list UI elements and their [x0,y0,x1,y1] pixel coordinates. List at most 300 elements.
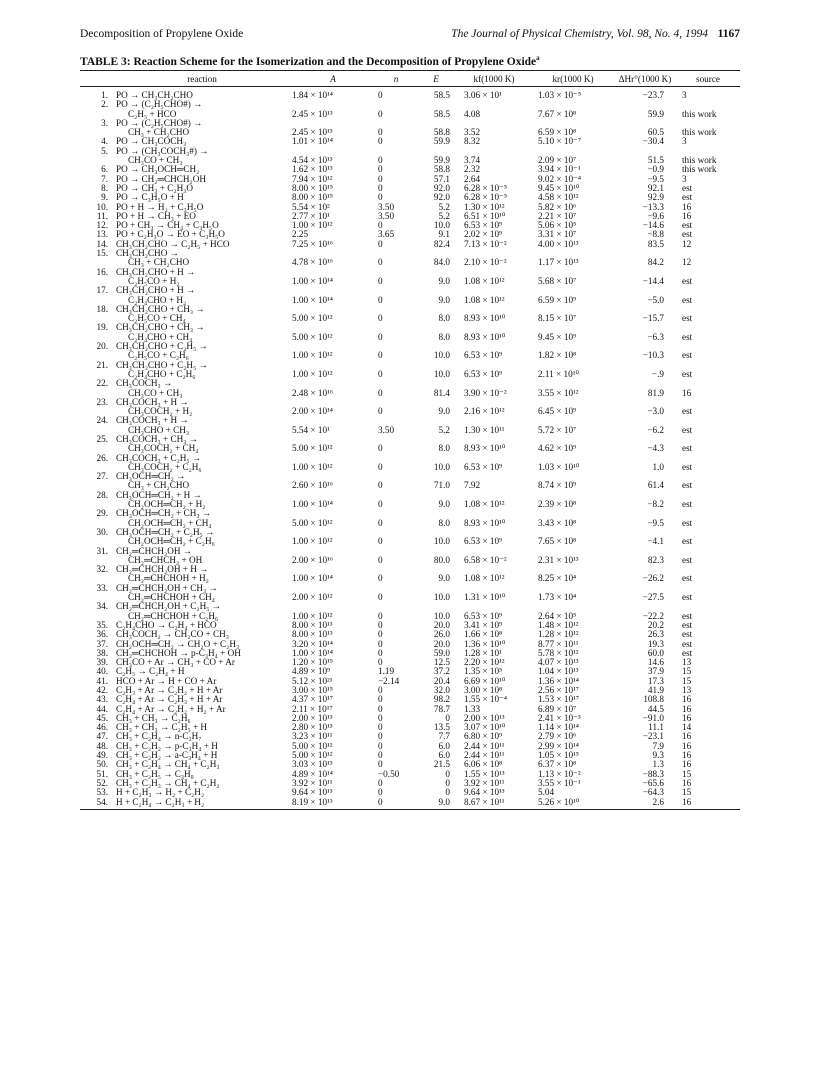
rate-source: 16 [682,750,692,761]
rate-source: est [682,350,693,361]
reverse-rate-kr: 3.55 × 10¹² [538,387,579,398]
col-kf: kf(1000 K) [456,71,532,87]
activation-energy-E: 9.0 [438,406,450,417]
forward-rate-kf: 8.93 × 10¹⁰ [464,313,506,324]
rate-source: 16 [682,703,692,714]
reaction-line: PO → CH₃COCH₃ [116,136,187,147]
forward-rate-kf: 6.53 × 10⁹ [464,536,503,547]
reaction-enthalpy: 59.9 [647,108,664,119]
reaction-number: 12. [96,220,108,231]
forward-rate-kf: 2.16 × 10¹² [464,406,505,417]
reverse-rate-kr: 9.45 × 10¹⁰ [538,182,580,193]
forward-rate-kf: 1.08 × 10¹² [464,275,505,286]
activation-energy-E: 10.0 [433,610,450,621]
reaction-number: 47. [96,731,108,742]
reverse-rate-kr: 2.31 × 10¹³ [538,554,579,565]
reaction-line: CH₃COCH₃ + H → [116,415,189,426]
temperature-exponent-n: 0 [378,554,383,565]
reaction-number: 15. [96,248,108,259]
reaction-line: C₂H₅ → C₂H₄ + H [116,666,185,677]
reaction-line-continued: C₂H₄CHO + CH₄ [128,331,193,342]
table-label: TABLE 3: [80,55,131,68]
reverse-rate-kr: 2.21 × 10⁷ [538,210,577,221]
col-num [80,71,114,87]
reaction-enthalpy: −3.0 [647,406,664,417]
temperature-exponent-n: −2.14 [378,675,400,686]
reaction-enthalpy: −10.3 [642,350,664,361]
activation-energy-E: 20.0 [433,619,450,630]
reaction-line-continued: CH₂OCH═CH₂ + H₂ [128,499,206,510]
rate-source: est [682,406,693,417]
reaction-number: 28. [96,489,108,500]
rate-source: 15 [682,787,692,798]
rate-source: 3 [682,136,687,147]
forward-rate-kf: 1.08 × 10¹² [464,294,505,305]
reaction-number: 41. [96,675,108,686]
temperature-exponent-n: 0 [378,629,383,640]
rate-source: 12 [682,257,692,268]
reaction-number: 16. [96,266,108,277]
reaction-number: 44. [96,703,108,714]
reaction-line-continued: CH₂═CHCHOH + CH₄ [128,592,216,603]
temperature-exponent-n: 0 [378,220,383,231]
reaction-equation [114,87,290,101]
reaction-table [80,70,740,810]
table-row [80,323,740,342]
reaction-enthalpy: −22.2 [642,610,664,621]
preexponential-A: 3.92 × 10¹¹ [292,777,333,788]
temperature-exponent-n: 0 [378,461,383,472]
reaction-line-continued: C₂H₅ + HCO [128,108,177,119]
rate-source: est [682,461,693,472]
reaction-line-continued: C₂H₅CO + C₂H₆ [128,350,189,361]
page-header [80,28,740,42]
forward-rate-kf: 3.92 × 10¹¹ [464,777,505,788]
activation-energy-E: 8.0 [438,517,450,528]
reaction-number: 39. [96,657,108,668]
reaction-line: CH₃ + C₂H₅ → C₃H₈ [116,768,194,779]
temperature-exponent-n: 0 [378,712,383,723]
forward-rate-kf: 1.30 × 10¹¹ [464,424,505,435]
reaction-enthalpy: −4.1 [647,536,664,547]
preexponential-A: 2.60 × 10¹⁶ [292,480,333,491]
table-row [80,268,740,287]
forward-rate-kf: 2.20 × 10¹² [464,657,505,668]
reaction-equation [114,342,290,361]
reaction-enthalpy: 84.2 [647,257,664,268]
reaction-enthalpy: 2.6 [614,798,676,810]
rate-source: this work [682,164,717,175]
rate-source: 13 [682,657,692,668]
reaction-number: 5. [101,145,108,156]
activation-energy-E: 92.0 [433,192,450,203]
reaction-number: 9. [101,192,108,203]
preexponential-A: 1.00 × 10¹² [292,350,333,361]
preexponential-A: 8.00 × 10¹³ [292,629,333,640]
reaction-enthalpy: −23.1 [642,731,664,742]
reaction-line: CH₂═CHCH₂OH + C₂H₅ → [116,601,221,612]
reaction-equation [114,528,290,547]
reaction-enthalpy: −88.3 [642,768,664,779]
preexponential-A: 3.03 × 10¹³ [292,759,333,770]
reaction-line-continued: CH₂OCH═CH₂ + CH₄ [128,517,212,528]
reaction-line: CH₃COCH₃ + C₂H₅ → [116,452,202,463]
reaction-line: CH₃ + C₂H₄ → n-C₃H₇ [116,731,202,742]
preexponential-A: 1.00 × 10¹² [292,220,333,231]
forward-rate-kf: 6.28 × 10⁻⁵ [464,192,508,203]
reaction-line: PO → CH₃CH₂CHO [116,90,193,100]
preexponential-A: 2.00 × 10¹⁶ [292,554,333,565]
activation-energy-E: 80.0 [433,554,450,565]
table-row [80,240,740,249]
reaction-number: 43. [96,694,108,705]
activation-energy-E: 26.0 [433,629,450,640]
reaction-enthalpy: −65.6 [642,777,664,788]
table-row [80,87,740,101]
reverse-rate-kr: 1.03 × 10¹⁰ [538,461,580,472]
reaction-line-continued: CH₃ + CH₂CHO [128,127,190,138]
reverse-rate-kr: 1.17 × 10¹³ [538,257,579,268]
reaction-line: PO + H → H₂ + C₃H₅O [116,201,204,212]
reaction-enthalpy: 7.9 [652,740,664,751]
forward-rate-kf: 3.41 × 10⁹ [464,619,503,630]
reaction-number: 13. [96,229,108,240]
activation-energy-E: 9.0 [438,275,450,286]
table-row [80,305,740,324]
reverse-rate-kr: 2.09 × 10⁷ [538,155,577,166]
reaction-number: 42. [96,685,108,695]
reverse-rate-kr: 8.74 × 10⁹ [538,480,577,491]
reaction-line-continued: CH₃CO + CH₃ [128,155,183,166]
reverse-rate-kr: 1.28 × 10¹² [538,629,579,640]
temperature-exponent-n: 1.19 [378,666,395,677]
reaction-line: CH₃COCH₂ → CH₂CO + CH₃ [116,629,229,640]
activation-energy-E: 9.0 [438,294,450,305]
forward-rate-kf: 2.00 × 10¹³ [464,712,505,723]
reaction-number: 34. [96,601,108,612]
activation-energy-E: 5.2 [438,201,450,212]
reaction-line-continued: CH₃ + CH₂CHO [128,480,190,491]
activation-energy-E: 5.2 [438,210,450,221]
reaction-line: CH₃CO + Ar → CH₃ + CO + Ar [116,657,235,668]
forward-rate-kf: 1.28 × 10¹ [464,647,502,658]
table-row [80,147,740,166]
reaction-enthalpy: −26.2 [642,573,664,584]
activation-energy-E: 10.0 [433,592,450,603]
activation-energy-E: 8.0 [438,313,450,324]
reaction-line: CH₃ + C₂H₄ → CH₄ + C₂H₃ [116,759,220,770]
running-title: Decomposition of Propylene Oxide [80,28,244,40]
preexponential-A: 5.00 × 10¹² [292,443,333,454]
preexponential-A: 7.94 × 10¹² [292,173,333,184]
rate-source: this work [682,127,717,138]
reaction-number: 27. [96,471,108,482]
rate-source: est [682,638,693,649]
rate-source: 16 [682,387,692,398]
table-header-row [80,71,740,87]
temperature-exponent-n: 0 [378,610,383,621]
reverse-rate-kr: 9.02 × 10⁻⁴ [538,173,582,184]
activation-energy-E: 98.2 [433,694,450,705]
reaction-number: 46. [96,722,108,733]
temperature-exponent-n: 0 [378,647,383,658]
reverse-rate-kr: 5.78 × 10¹² [538,647,579,658]
activation-energy-E: 84.0 [433,257,450,268]
rate-source: this work [682,108,717,119]
preexponential-A: 8.00 × 10¹⁵ [292,182,333,193]
forward-rate-kf: 8.93 × 10¹⁰ [464,517,506,528]
table-row [80,798,740,810]
preexponential-A: 5.00 × 10¹² [292,313,333,324]
temperature-exponent-n: 0 [378,740,383,751]
reaction-line: CH₃OCH═CH₂ → [116,471,186,482]
temperature-exponent-n: 0 [378,275,383,286]
reaction-line: PO → CH₂═CHCH₂OH [116,173,206,184]
reaction-enthalpy: −.9 [651,368,664,379]
table-row [80,547,740,566]
reaction-number: 3. [101,117,108,128]
reverse-rate-kr: 3.43 × 10⁸ [538,517,577,528]
preexponential-A: 2.77 × 10¹ [292,210,330,221]
reaction-line: PO → (C₂H₅CHO#) → [116,99,203,110]
preexponential-A: 9.64 × 10¹³ [292,787,333,798]
activation-energy-E: 81.4 [433,387,450,398]
temperature-exponent-n: 0 [378,192,383,203]
reaction-enthalpy: 11.1 [648,722,664,733]
rate-source: 15 [682,666,692,677]
reaction-line: CH₃CH₂CHO → [116,248,179,259]
reaction-enthalpy: −91.0 [642,712,664,723]
reaction-line: C₂H₃ + Ar → C₂H₂ + H + Ar [116,685,223,695]
reaction-number: 21. [96,359,108,370]
activation-energy-E: 58.8 [433,164,450,175]
forward-rate-kf: 8.67 × 10¹¹ [456,798,532,810]
rate-source: est [682,275,693,286]
preexponential-A: 4.78 × 10¹⁶ [292,257,333,268]
rate-source: 16 [682,731,692,742]
activation-energy-E: 10.0 [433,536,450,547]
reaction-number: 26. [96,452,108,463]
forward-rate-kf: 8.93 × 10¹⁰ [464,331,506,342]
reaction-enthalpy: −64.3 [642,787,664,798]
rate-source: 16 [682,694,692,705]
forward-rate-kf: 3.00 × 10⁸ [464,685,503,695]
reaction-line-continued: CH₃CHO + CH₃ [128,424,190,435]
temperature-exponent-n: 0 [378,694,383,705]
rate-source: est [682,536,693,547]
reaction-number: 29. [96,508,108,519]
forward-rate-kf: 6.69 × 10¹⁰ [464,675,506,686]
reaction-equation [114,454,290,473]
col-E: E [416,71,456,87]
activation-energy-E: 58.8 [433,127,450,138]
forward-rate-kf: 2.44 × 10¹¹ [464,740,505,751]
reaction-enthalpy: −9.5 [647,173,664,184]
reaction-equation [114,268,290,287]
reaction-line: PO + H → CH₃ + EO [116,210,196,221]
reaction-line: CH₂OCH═CH₂ → CH₂O + C₂H₃ [116,638,240,649]
table-row [80,361,740,380]
reaction-enthalpy: 14.6 [647,657,664,668]
forward-rate-kf: 6.80 × 10⁹ [464,731,503,742]
rate-source: 15 [682,768,692,779]
reaction-enthalpy: −8.2 [647,499,664,510]
reaction-enthalpy: 82.3 [647,554,664,565]
reverse-rate-kr: 5.72 × 10⁷ [538,424,577,435]
preexponential-A: 5.00 × 10¹² [292,517,333,528]
page-number: 1167 [717,28,740,40]
forward-rate-kf: 4.08 [464,108,481,119]
temperature-exponent-n: 0 [378,127,383,138]
reaction-line-continued: CH₃COCH₂ + CH₄ [128,443,199,454]
reaction-line: HCO + Ar → H + CO + Ar [116,675,217,686]
table-row [80,435,740,454]
reverse-rate-kr: 5.06 × 10⁵ [538,220,577,231]
reaction-number: 6. [101,164,108,175]
reaction-enthalpy: 60.5 [647,127,664,138]
activation-energy-E: 20.4 [433,675,450,686]
reaction-line: CH₃ + CH₃ → C₂H₅ + H [116,722,208,733]
temperature-exponent-n: 0 [378,238,383,249]
rate-source: 12 [682,238,692,249]
activation-energy-E: 58.5 [433,90,450,100]
reaction-line: CH₂═CHCH₂OH + H → [116,564,209,575]
col-reaction: reaction [114,71,290,87]
reaction-line: C₂H₄ + Ar → C₂H₂ + H₂ + Ar [116,703,226,714]
temperature-exponent-n: 0 [378,387,383,398]
reaction-equation [114,398,290,417]
rate-source: est [682,229,693,240]
reverse-rate-kr: 1.82 × 10⁸ [538,350,577,361]
reaction-number: 19. [96,322,108,333]
preexponential-A: 3.00 × 10¹⁵ [292,685,333,695]
forward-rate-kf: 6.28 × 10⁻⁵ [464,182,508,193]
preexponential-A: 1.84 × 10¹⁴ [292,90,333,100]
rate-source: 3 [682,173,687,184]
col-n: n [376,71,416,87]
reaction-enthalpy: −5.0 [647,294,664,305]
activation-energy-E: 9.1 [438,229,450,240]
activation-energy-E: 5.2 [438,424,450,435]
forward-rate-kf: 3.52 [464,127,481,138]
reaction-line: PO → (C₂H₅CHO#) → [116,117,203,128]
reaction-enthalpy: 41.9 [647,685,664,695]
reverse-rate-kr: 1.03 × 10⁻⁵ [538,90,582,100]
reaction-enthalpy: −23.7 [642,90,664,100]
preexponential-A: 2.48 × 10¹⁶ [292,387,333,398]
activation-energy-E: 8.0 [438,331,450,342]
footnote-mark: a [536,54,540,62]
reaction-number: 10. [96,201,108,212]
reverse-rate-kr: 6.59 × 10⁹ [538,294,577,305]
table-row [80,602,740,621]
reverse-rate-kr: 2.39 × 10⁸ [538,499,577,510]
activation-energy-E: 0 [445,787,450,798]
reverse-rate-kr: 1.04 × 10¹³ [538,666,579,677]
reaction-line: CH₃ + C₂H₂ → a-C₃H₄ + H [116,750,218,761]
preexponential-A: 1.01 × 10¹⁴ [292,136,333,147]
rate-source: 16 [682,210,692,221]
rate-source: est [682,647,693,658]
reaction-number: 25. [96,433,108,444]
reaction-enthalpy: 26.3 [647,629,664,640]
table-row [80,472,740,491]
reaction-equation [114,379,290,398]
reaction-enthalpy: −6.2 [647,424,664,435]
reaction-line: PO → C₃H₅O + H [116,192,184,203]
reaction-equation [114,584,290,603]
temperature-exponent-n: 0 [378,182,383,193]
rate-source: 15 [682,675,692,686]
temperature-exponent-n: 0 [378,731,383,742]
reaction-number: 32. [96,564,108,575]
reaction-line: H + C₂H₃ → H₂ + C₂H₂ [116,787,205,798]
temperature-exponent-n: 0 [378,657,383,668]
reverse-rate-kr: 2.79 × 10⁶ [538,731,577,742]
forward-rate-kf: 6.53 × 10⁹ [464,461,503,472]
reaction-line: CH₂═CHCHOH → p-C₃H₄ + OH [116,647,241,658]
table-row [80,249,740,268]
table-title: Reaction Scheme for the Isomerization and the Decomposition of Propylene Oxide [133,55,537,68]
rate-source: est [682,192,693,203]
reaction-number: 20. [96,341,108,352]
temperature-exponent-n: 0 [378,722,383,733]
forward-rate-kf: 9.64 × 10¹³ [464,787,505,798]
preexponential-A: 1.00 × 10¹² [292,536,333,547]
reaction-equation [114,602,290,621]
reaction-number: 53. [96,787,108,798]
reaction-enthalpy: 44.5 [647,703,664,714]
reaction-enthalpy: −15.7 [642,313,664,324]
reaction-line-continued: CH₃COCH₂ + H₂ [128,406,193,417]
rate-source: est [682,182,693,193]
temperature-exponent-n: 0 [378,136,383,147]
activation-energy-E: 0 [445,712,450,723]
table-caption [80,54,740,68]
forward-rate-kf: 6.53 × 10⁹ [464,220,503,231]
temperature-exponent-n: 0 [378,331,383,342]
activation-energy-E: 0 [445,768,450,779]
reaction-line: CH₃CH₂CHO + H → [116,285,196,296]
preexponential-A: 2.45 × 10¹³ [292,127,333,138]
activation-energy-E: 59.9 [433,136,450,147]
rate-source: est [682,480,693,491]
forward-rate-kf: 2.02 × 10⁹ [464,229,503,240]
temperature-exponent-n: 0 [378,703,383,714]
table-row [80,454,740,473]
reaction-enthalpy: 83.5 [647,238,664,249]
reaction-line: PO + CH₃ → CH₄ + C₃H₅O [116,220,219,231]
reaction-equation [114,286,290,305]
reaction-line: H + C₂H₄ → C₂H₃ + H₂ [116,796,205,807]
reaction-enthalpy: 60.0 [647,647,664,658]
table-row [80,565,740,584]
activation-energy-E: 82.4 [433,238,450,249]
preexponential-A: 8.00 × 10¹⁵ [292,192,333,203]
reaction-line: C₂H₄ + Ar → C₂H₃ + H + Ar [116,694,223,705]
col-dH: ΔHr°(1000 K) [614,71,676,87]
temperature-exponent-n: −0.50 [378,768,400,779]
reaction-number: 40. [96,666,108,677]
temperature-exponent-n: 3.65 [378,229,395,240]
reaction-enthalpy: 9.3 [652,750,664,761]
preexponential-A: 5.54 × 10² [292,201,330,212]
reaction-number: 2. [101,99,108,110]
activation-energy-E: 10.0 [433,350,450,361]
reaction-line: CH₃COCH₃ → [116,378,173,389]
temperature-exponent-n: 0 [378,787,383,798]
reaction-equation [114,565,290,584]
